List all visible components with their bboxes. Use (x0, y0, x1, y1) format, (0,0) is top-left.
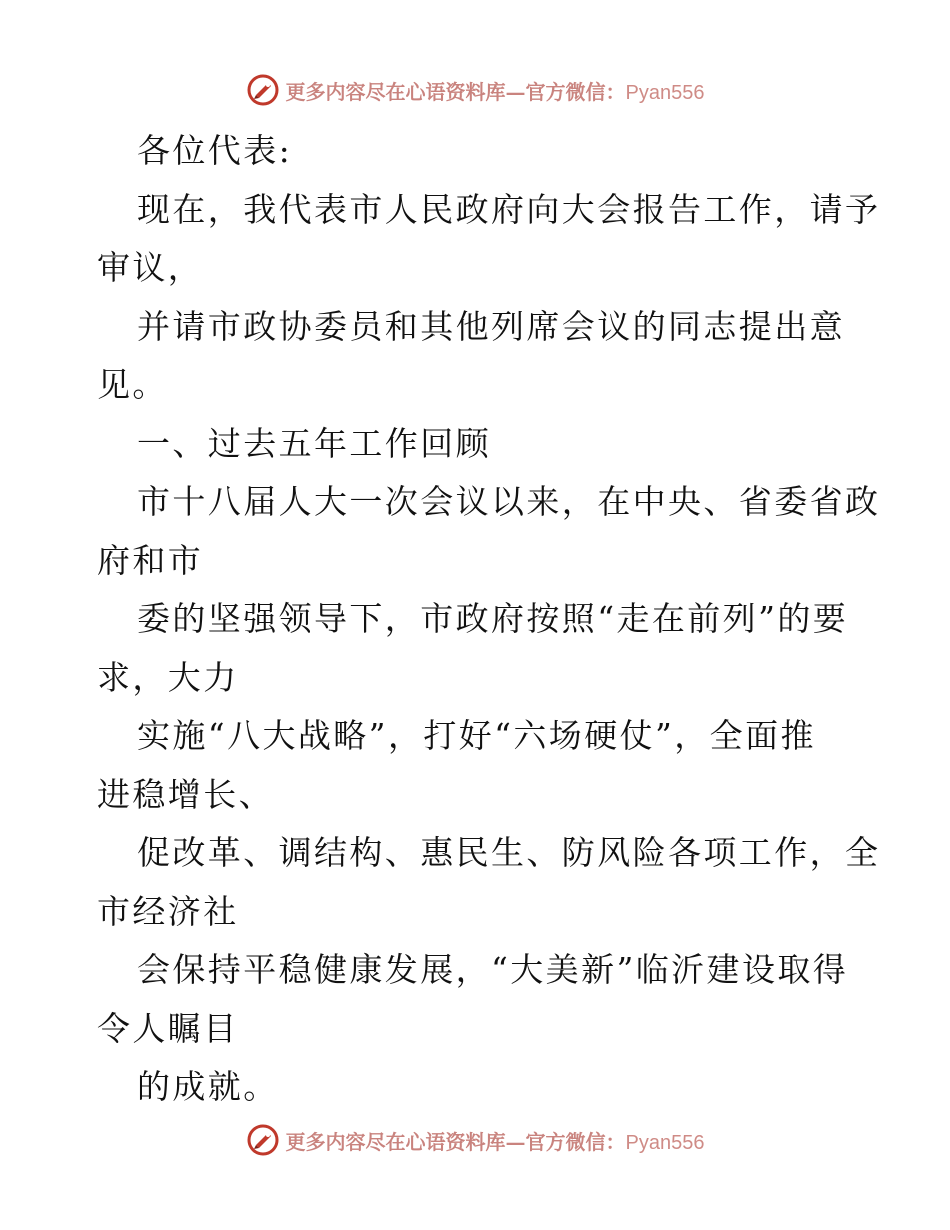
line-paragraph-4: 委的坚强领导下，市政府按照“走在前列”的要 (137, 599, 849, 638)
line-paragraph-1: 现在，我代表市人民政府向大会报告工作，请予 (137, 189, 881, 229)
line-paragraph-3: 市十八届人大一次会议以来，在中央、省委省政 (137, 482, 881, 521)
pen-nib-logo-icon (246, 1123, 280, 1157)
line-paragraph-7: 会保持平稳健康发展，“大美新”临沂建设取得 (137, 950, 849, 989)
header-banner-text: 更多内容尽在心语资料库—官方微信：Pyan556 (285, 79, 705, 104)
line-paragraph-1-wrap: 审议， (97, 248, 204, 287)
footer-banner-text: 更多内容尽在心语资料库—官方微信：Pyan556 (285, 1129, 705, 1154)
line-salutation: 各位代表: (137, 131, 293, 170)
line-paragraph-8: 的成就。 (137, 1067, 279, 1106)
line-paragraph-2: 并请市政协委员和其他列席会议的同志提出意 (137, 306, 845, 346)
line-paragraph-5: 实施“八大战略”，打好“六场硬仗”，全面推 (137, 716, 816, 755)
line-paragraph-7-wrap: 令人瞩目 (97, 1008, 239, 1048)
line-paragraph-6-wrap: 市经济社 (97, 891, 239, 931)
line-paragraph-4-wrap: 求，大力 (97, 657, 239, 697)
line-paragraph-2-wrap: 见。 (97, 365, 168, 404)
line-paragraph-6: 促改革、调结构、惠民生、防风险各项工作，全 (137, 833, 881, 872)
line-paragraph-5-wrap: 进稳增长、 (97, 774, 274, 814)
report-body (97, 122, 881, 1117)
section-heading: 一、过去五年工作回顾 (137, 423, 491, 463)
header-banner (0, 70, 950, 110)
line-paragraph-3-wrap: 府和市 (97, 540, 204, 580)
footer-banner (0, 1120, 950, 1160)
pen-nib-logo-icon (246, 73, 280, 107)
